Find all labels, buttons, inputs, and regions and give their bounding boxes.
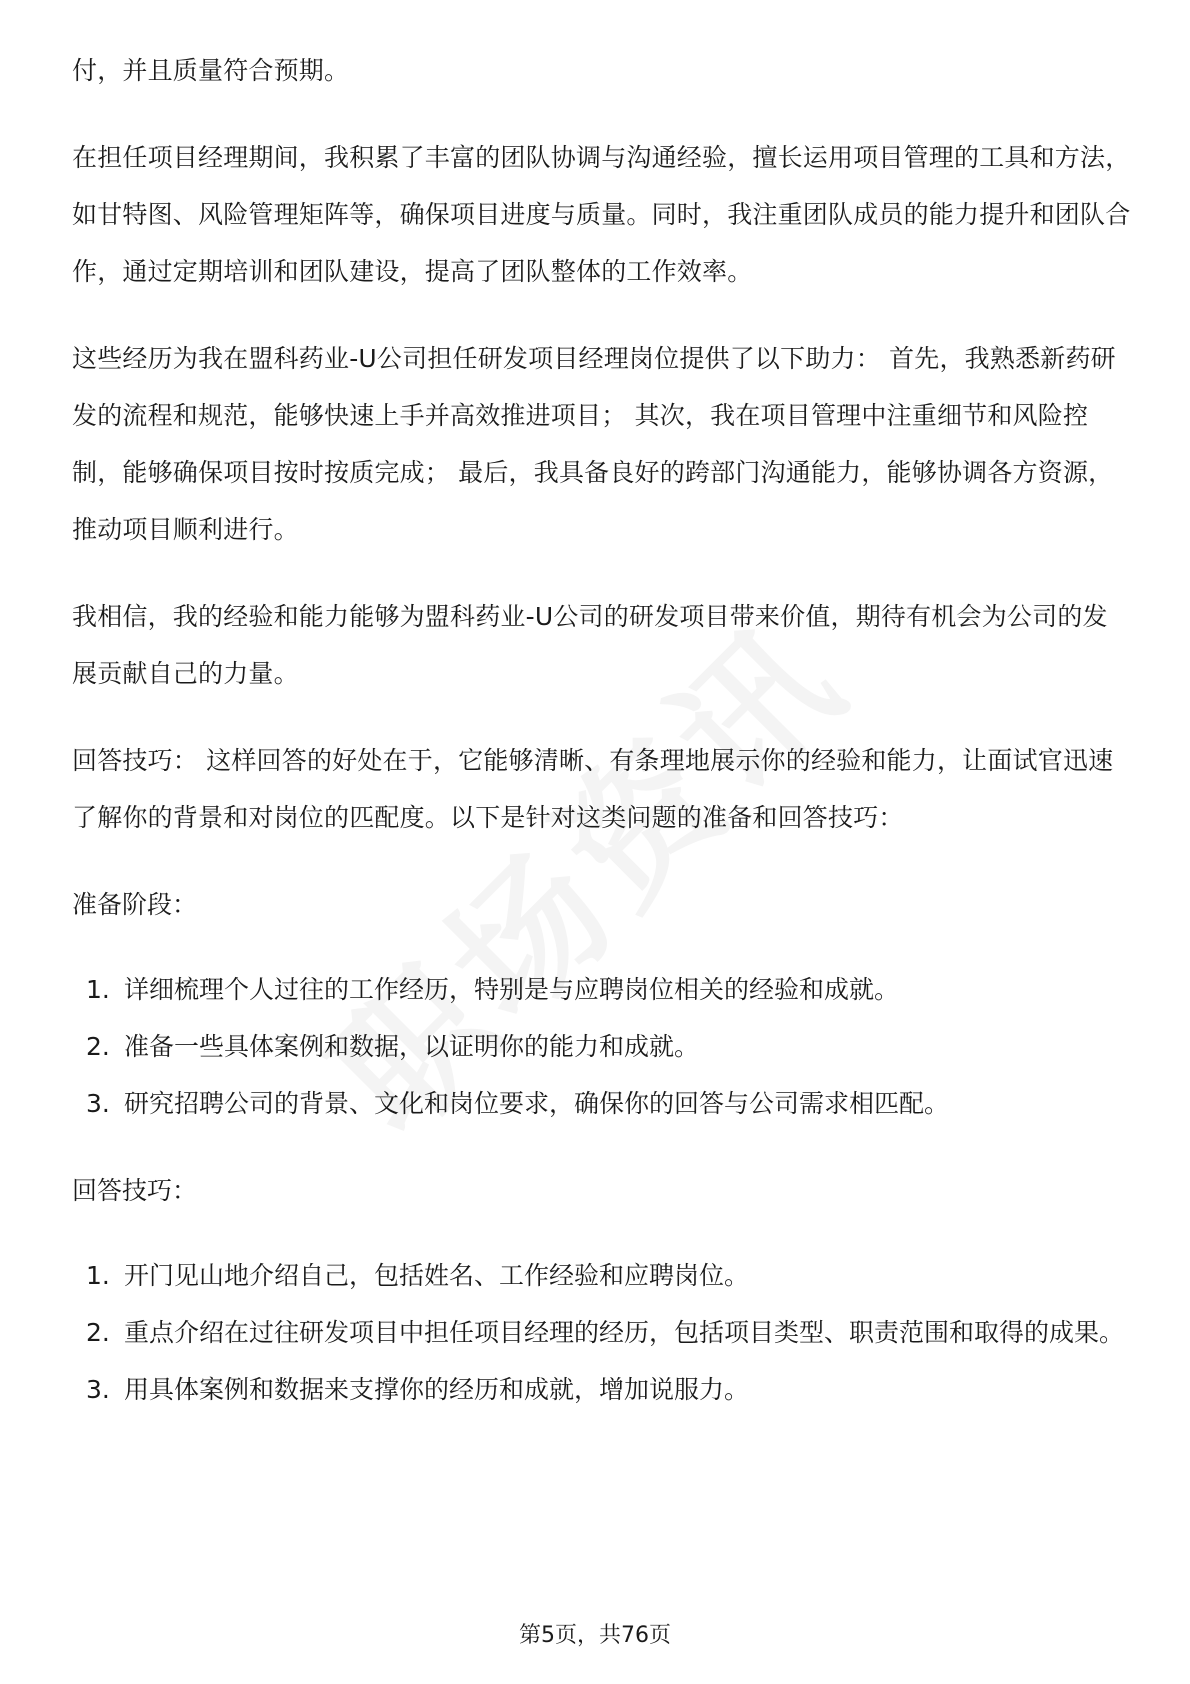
paragraph-3: 这些经历为我在盟科药业-U公司担任研发项目经理岗位提供了以下助力： 首先，我熟悉新药研发的流程和规范，能够快速上手并高效推进项目； 其次，我在项目管理中注重细节和风险控制，能够确保项目按时按质完成； 最后，我具备良好的跨部门沟通能力，能够协调各方资源，推动项目顺利进行。: [72, 344, 1116, 544]
list-item: [72, 1075, 1132, 1132]
list-item-number: 2.: [86, 1032, 110, 1061]
list-item-number: 2.: [86, 1318, 110, 1347]
list-item-text: 详细梳理个人过往的工作经历，特别是与应聘岗位相关的经验和成就。: [124, 975, 900, 1004]
list-item: [72, 961, 1132, 1018]
list-item-number: 1.: [86, 1261, 110, 1290]
paragraph-5: 回答技巧： 这样回答的好处在于，它能够清晰、有条理地展示你的经验和能力，让面试官迅速了解你的背景和对岗位的匹配度。以下是针对这类问题的准备和回答技巧：: [72, 746, 1114, 832]
list-item-number: 3.: [86, 1089, 110, 1118]
list-item-text: 开门见山地介绍自己，包括姓名、工作经验和应聘岗位。: [124, 1261, 750, 1290]
list-item: [72, 1304, 1132, 1361]
list-item: [72, 1361, 1132, 1418]
prep-list: [72, 961, 1132, 1132]
list-item-number: 3.: [86, 1375, 110, 1404]
list-item-text: 用具体案例和数据来支撑你的经历和成就，增加说服力。: [124, 1375, 750, 1404]
list-item-text: 准备一些具体案例和数据，以证明你的能力和成就。: [124, 1032, 700, 1061]
tips-list: [72, 1247, 1132, 1418]
list-item-text: 研究招聘公司的背景、文化和岗位要求，确保你的回答与公司需求相匹配。: [124, 1089, 950, 1118]
paragraph-1: 付，并且质量符合预期。: [72, 56, 350, 85]
page-content: [72, 42, 1132, 1448]
paragraph-4: 我相信，我的经验和能力能够为盟科药业-U公司的研发项目带来价值，期待有机会为公司的发展贡献自己的力量。: [72, 602, 1108, 688]
list-item-text: 重点介绍在过往研发项目中担任项目经理的经历，包括项目类型、职责范围和取得的成果。: [124, 1318, 1125, 1347]
prep-heading: 准备阶段：: [72, 890, 198, 919]
tips-heading: 回答技巧：: [72, 1176, 198, 1205]
list-item: [72, 1018, 1132, 1075]
paragraph-2: 在担任项目经理期间，我积累了丰富的团队协调与沟通经验，擅长运用项目管理的工具和方法，如甘特图、风险管理矩阵等，确保项目进度与质量。同时，我注重团队成员的能力提升和团队合作，通过定期培训和团队建设，提高了团队整体的工作效率。: [72, 143, 1131, 286]
list-item-number: 1.: [86, 975, 110, 1004]
list-item: [72, 1247, 1132, 1304]
page-number-footer: 第5页，共76页: [519, 1623, 671, 1648]
